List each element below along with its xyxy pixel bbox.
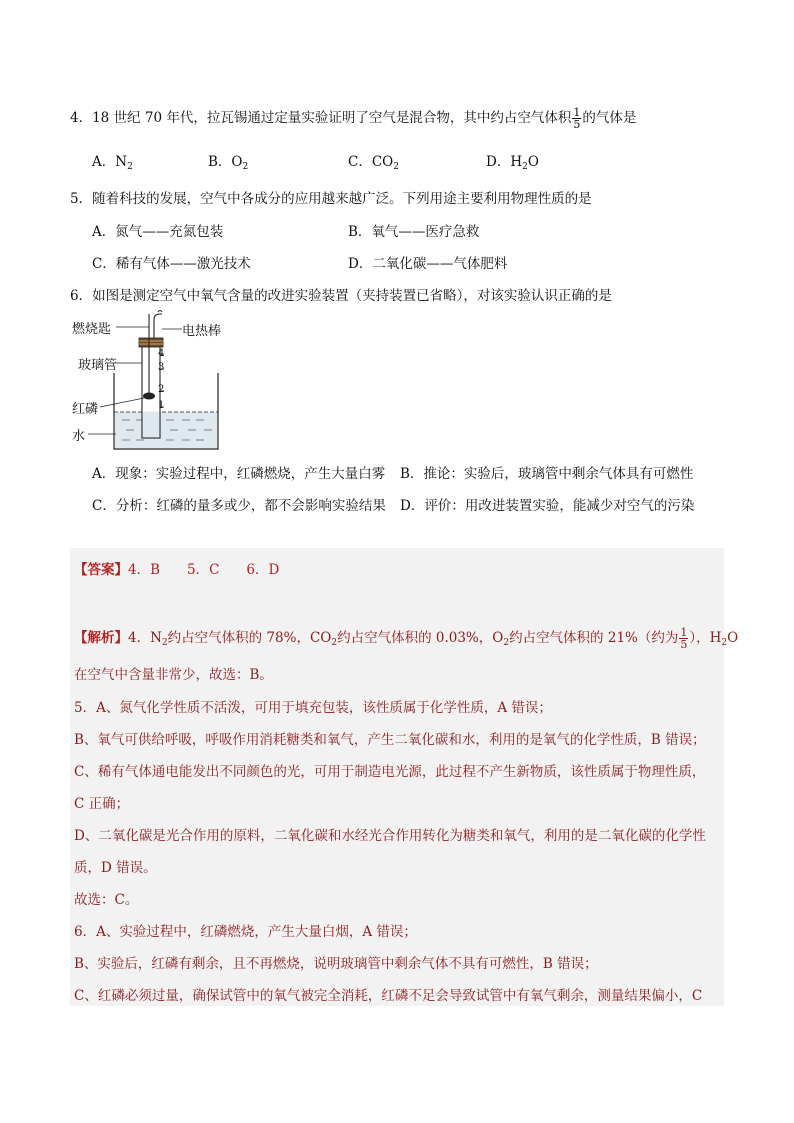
option-formula: CO (371, 154, 394, 170)
question-6-option-d: D．评价：用改进装置实验，能减少对空气的污染 (400, 498, 695, 514)
question-4-option-b (208, 150, 248, 172)
heating-rod (154, 314, 162, 338)
question-5-option-c: C．稀有气体——激光技术 (92, 256, 251, 272)
option-formula: H (510, 154, 523, 170)
option-formula-tail: O (527, 154, 539, 170)
scale-mark-3: 3 (158, 362, 165, 373)
explanation-line-3: 5．A、氮气化学性质不活泼，可用于填充包装，该性质属于化学性质，A 错误； (74, 700, 552, 716)
question-6-stem: 6．如图是测定空气中氧气含量的改进实验装置（夹持装置已省略），对该实验认识正确的是 (70, 288, 612, 304)
explanation-line-4: B、氧气可供给呼吸，呼吸作用消耗糖类和氧气，产生二氧化碳和水，利用的是氧气的化学性质，B 错误； (74, 732, 706, 748)
explanation-line-11: B、实验后，红磷有剩余，且不再燃烧，说明玻璃管中剩余气体不具有可燃性，B 错误； (74, 956, 598, 972)
question-5-option-b: B．氧气——医疗急救 (348, 224, 480, 240)
question-4-stem (70, 106, 636, 130)
label-glass-tube: 玻璃管 (78, 358, 118, 373)
phosphorus-in-spoon (143, 393, 155, 400)
scale-mark-1: 1 (158, 400, 165, 411)
leader-phosphorus (100, 398, 144, 407)
expl-text: 约占空气体积的 0.03%，O (337, 630, 504, 646)
explanation-line-5: C、稀有气体通电能发出不同颜色的光，可用于制造电光源，此过程不产生新物质，该性质属于物理性质， (74, 764, 706, 780)
option-formula: N (115, 154, 128, 170)
label-heating-rod: 电热棒 (182, 324, 222, 339)
option-letter: C． (348, 154, 372, 170)
answer-label: 【答案】 (74, 562, 128, 578)
expl-text: 约占空气体积的 78%，CO (167, 630, 332, 646)
tube-water (143, 412, 159, 437)
explanation-line-8: 质，D 错误。 (74, 860, 157, 876)
option-subscript: 2 (393, 162, 399, 172)
expl-text: 4．N (128, 630, 162, 646)
fraction-denominator: 5 (680, 638, 688, 651)
question-5-option-d: D．二氧化碳——气体肥料 (348, 256, 508, 272)
option-subscript: 2 (242, 162, 249, 172)
option-letter: B． (208, 154, 232, 170)
question-4-stem-before: 4．18 世纪 70 年代，拉瓦锡通过定量实验证明了空气是混合物，其中约占空气体积 (70, 110, 572, 126)
explanation-line-9: 故选：C。 (74, 892, 139, 908)
question-6-option-a: A．现象：实验过程中，红磷燃烧，产生大量白雾 (92, 466, 386, 482)
fraction-one-fifth (572, 107, 581, 130)
answer-text: 4．B 5．C 6．D (128, 562, 280, 578)
answer-line (74, 558, 279, 578)
expl-text: ），H (689, 630, 722, 646)
option-letter: D． (486, 154, 511, 170)
fraction-numerator: 1 (680, 626, 688, 639)
expl-subscript: 2 (721, 638, 728, 648)
question-4-option-d (486, 150, 539, 172)
expl-subscript: 2 (331, 638, 338, 648)
option-formula: O (231, 154, 243, 170)
expl-subscript: 2 (161, 638, 168, 648)
question-6-option-c: C．分析：红磷的量多或少，都不会影响实验结果 (92, 498, 386, 514)
explanation-line-1 (74, 626, 738, 650)
option-subscript: 2 (127, 162, 133, 172)
question-4-option-a (92, 150, 133, 172)
explanation-line-12: C、红磷必须过量，确保试管中的氧气被完全消耗，红磷不足会导致试管中有氧气剩余，测量结果偏小，C (74, 988, 703, 1004)
experiment-diagram (70, 308, 240, 456)
explanation-line-7: D、二氧化碳是光合作用的原料，二氧化碳和水经光合作用转化为糖类和氧气，利用的是二氧化碳的化学性 (74, 828, 706, 844)
explanation-label: 【解析】 (74, 630, 128, 646)
option-letter: A． (92, 154, 116, 170)
fraction-numerator: 1 (573, 106, 581, 119)
question-4-option-c (348, 150, 399, 172)
question-4-stem-after: 的气体是 (582, 110, 637, 126)
fraction-denominator: 5 (573, 118, 581, 131)
scale-mark-4: 4 (158, 348, 165, 359)
expl-text: 约占空气体积的 21%（约为 (509, 630, 679, 646)
question-5-option-a: A．氮气——充氮包装 (92, 224, 224, 240)
expl-subscript: 2 (503, 638, 510, 648)
option-subscript: 2 (522, 162, 528, 172)
scale-mark-2: 2 (158, 384, 165, 395)
label-water: 水 (72, 429, 86, 444)
label-combustion-spoon: 燃烧匙 (72, 322, 112, 337)
expl-fraction-one-fifth (679, 627, 688, 650)
question-5-stem: 5．随着科技的发展，空气中各成分的应用越来越广泛。下列用途主要利用物理性质的是 (70, 191, 592, 207)
label-red-phosphorus: 红磷 (72, 402, 99, 417)
explanation-line-10: 6．A、实验过程中，红磷燃烧，产生大量白烟，A 错误； (74, 924, 417, 940)
expl-text: O (727, 630, 739, 646)
question-6-option-b: B．推论：实验后，玻璃管中剩余气体具有可燃性 (400, 466, 694, 482)
rubber-stopper (139, 338, 163, 347)
explanation-line-6: C 正确； (74, 796, 130, 812)
explanation-line-2: 在空气中含量非常少，故选：B。 (74, 667, 273, 683)
